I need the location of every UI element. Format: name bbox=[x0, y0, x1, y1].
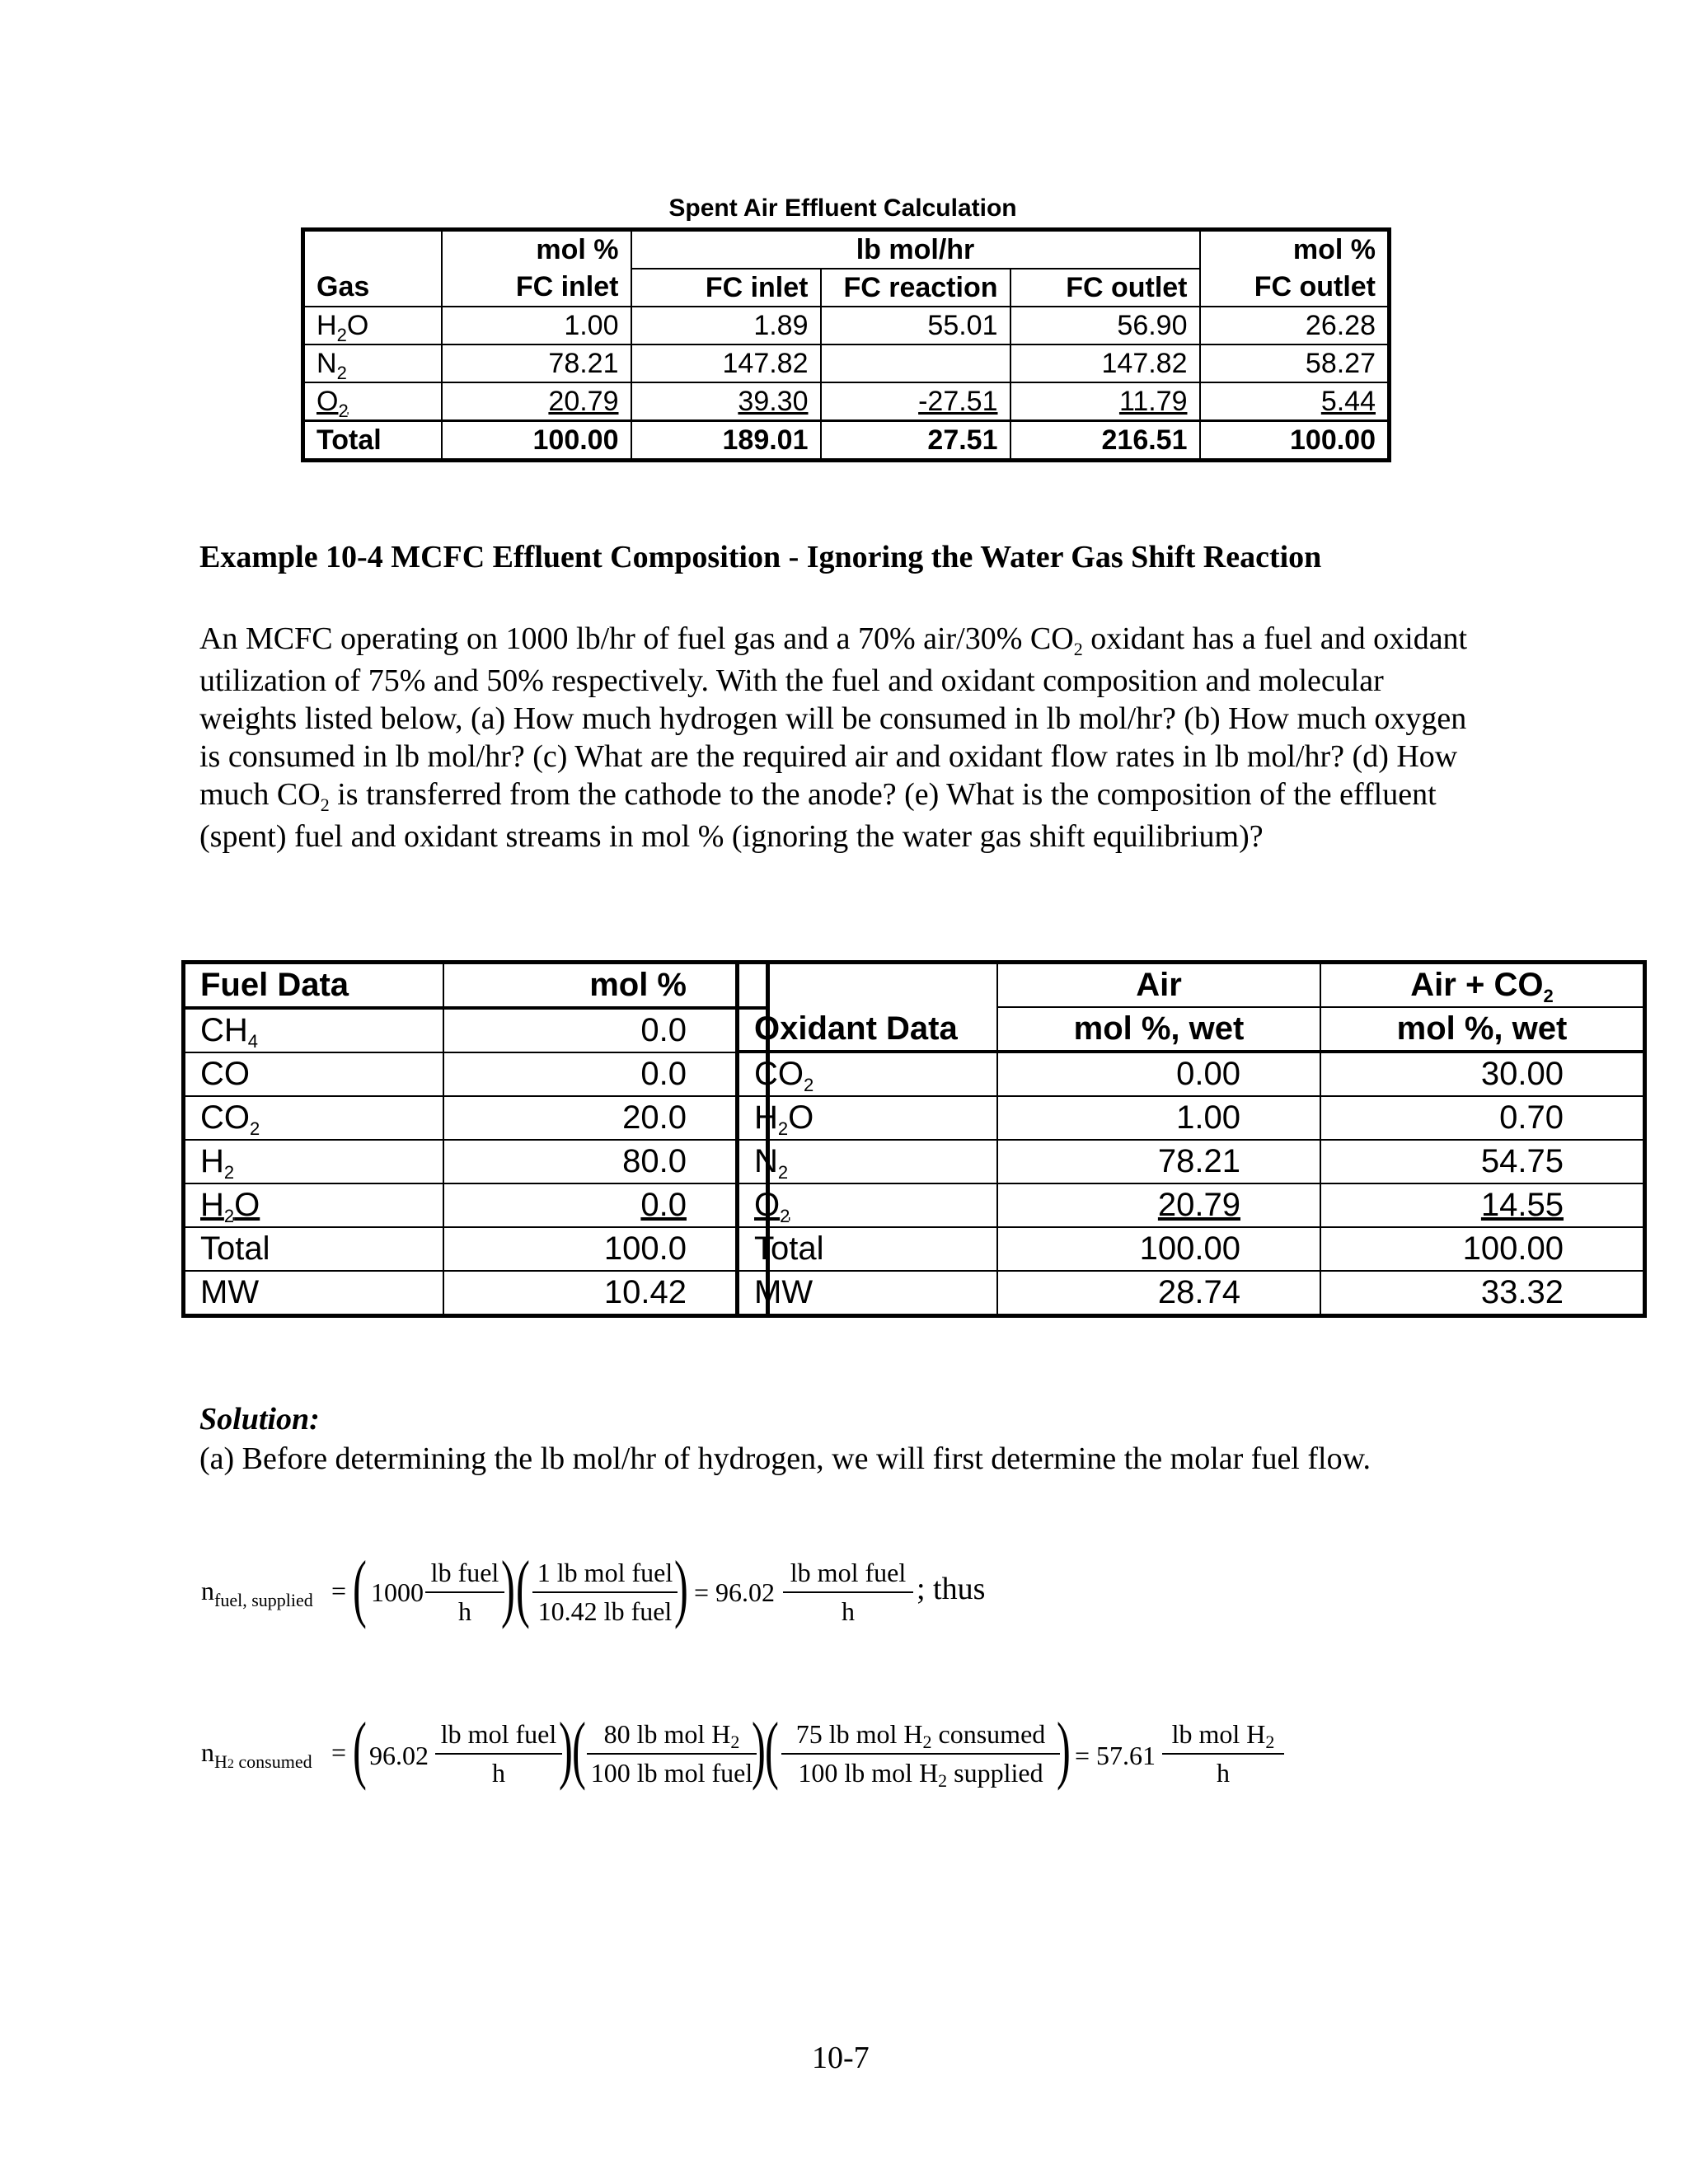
table-cell: 147.82 bbox=[1010, 344, 1200, 382]
table-row bbox=[738, 1007, 1645, 1052]
table-cell: 0.00 bbox=[997, 1052, 1320, 1096]
table-row bbox=[738, 1052, 1645, 1096]
table-row bbox=[184, 1271, 768, 1316]
table-cell: 216.51 bbox=[1010, 421, 1200, 461]
table-row bbox=[184, 1096, 768, 1140]
eq1-paren-close-2: ) bbox=[674, 1545, 688, 1629]
table-cell: 0.0 bbox=[443, 1183, 768, 1227]
table-header-cell: mol % bbox=[1200, 230, 1390, 269]
gas-label: $CO_2$ bbox=[738, 1052, 998, 1096]
table-cell: 189.01 bbox=[631, 421, 821, 461]
table-row bbox=[738, 1140, 1645, 1183]
gas-label: $CH_4$ bbox=[184, 1008, 444, 1052]
table-row bbox=[738, 1096, 1645, 1140]
table-row bbox=[184, 963, 768, 1009]
table-cell: 78.21 bbox=[442, 344, 631, 382]
eq2-equals: = bbox=[331, 1737, 347, 1767]
eq2-result: = 57.61 bbox=[1075, 1741, 1156, 1770]
solution-label: Solution: bbox=[199, 1402, 320, 1436]
spent-air-table-caption: Spent Air Effluent Calculation bbox=[668, 194, 1017, 222]
eq1-coefficient: 1000 bbox=[371, 1577, 424, 1607]
table-header-cell: FC inlet bbox=[631, 269, 821, 307]
table-header-cell: FC outlet bbox=[1010, 269, 1200, 307]
table-cell: 1.00 bbox=[997, 1096, 1320, 1140]
gas-label: MW bbox=[184, 1271, 444, 1316]
gas-label: MW bbox=[738, 1271, 998, 1316]
eq1-result: = 96.02 bbox=[694, 1577, 776, 1607]
eq1-paren-close-1: ) bbox=[501, 1545, 515, 1629]
table-header-cell: mol %, wet bbox=[997, 1007, 1320, 1052]
table-cell: 0.70 bbox=[1320, 1096, 1645, 1140]
solution-part-a: (a) Before determining the lb mol/hr of hydrogen, we will first determine the molar fuel flow. bbox=[199, 1441, 1372, 1476]
table-cell: 147.82 bbox=[631, 344, 821, 382]
table-row bbox=[738, 963, 1645, 1008]
table-cell: 1.00 bbox=[442, 307, 631, 344]
total-label: Total bbox=[303, 421, 442, 461]
table-cell: -27.51 bbox=[821, 382, 1010, 421]
eq2-paren-close-1: ) bbox=[559, 1707, 573, 1791]
eq1-equals: = bbox=[331, 1576, 347, 1605]
oxidant-data-table bbox=[735, 960, 1647, 1318]
problem-statement: An MCFC operating on 1000 lb/hr of fuel gas and a 70% air/30% $CO_2$ oxidant has a fuel and oxidant utilization of 75% and 50% respectively. With the fuel and oxidant composition and molecular weights listed below, (a) How much hydrogen will be consumed in lb mol/hr? (b) How much oxygen is consumed in lb mol/hr? (c) What are the required air and oxidant flow rates in lb mol/hr? (d) How much $CO_2$ is transferred from the cathode to the anode? (e) What is the composition of the effluent (spent) fuel and oxidant streams in mol % (ignoring the water gas shift equilibrium)? bbox=[199, 621, 1468, 854]
eq1-fraction-3: lb mol fuel h bbox=[783, 1558, 913, 1627]
table-cell: 1.89 bbox=[631, 307, 821, 344]
table-row bbox=[303, 344, 1390, 382]
gas-label: $H_2$ bbox=[184, 1140, 444, 1183]
gas-label: $N_2$ bbox=[303, 344, 442, 382]
table-row bbox=[184, 1183, 768, 1227]
table-cell: 54.75 bbox=[1320, 1140, 1645, 1183]
eq1-fraction-1: lb fuel h bbox=[425, 1558, 504, 1627]
table-cell: 11.79 bbox=[1010, 382, 1200, 421]
table-header-cell: FC inlet bbox=[442, 269, 631, 307]
table-cell: 33.32 bbox=[1320, 1271, 1645, 1316]
table-row bbox=[738, 1183, 1645, 1227]
spent-air-table bbox=[301, 227, 1391, 462]
eq1-paren-open-2: ( bbox=[516, 1545, 530, 1629]
table-cell: 100.00 bbox=[1320, 1227, 1645, 1271]
table-cell: 26.28 bbox=[1200, 307, 1390, 344]
eq2-paren-close-3: ) bbox=[1057, 1707, 1071, 1791]
table-cell bbox=[303, 230, 442, 269]
table-header-cell: FC reaction bbox=[821, 269, 1010, 307]
table-cell: 20.79 bbox=[442, 382, 631, 421]
table-row bbox=[184, 1008, 768, 1052]
table-row bbox=[738, 1227, 1645, 1271]
table-cell bbox=[738, 963, 998, 1008]
table-header-cell: mol % bbox=[443, 963, 768, 1009]
table-cell: 10.42 bbox=[443, 1271, 768, 1316]
table-cell: 0.0 bbox=[443, 1052, 768, 1096]
equation-fuel-supplied bbox=[0, 1541, 1688, 1640]
eq2-fraction-1: lb mol fuel h bbox=[435, 1719, 562, 1788]
fuel-data-table bbox=[181, 960, 770, 1318]
table-row bbox=[303, 307, 1390, 344]
gas-label: Total bbox=[184, 1227, 444, 1271]
eq2-fraction-2: 80 lb mol H2 100 lb mol fuel bbox=[587, 1719, 757, 1788]
table-header-cell: FC outlet bbox=[1200, 269, 1390, 307]
table-cell: 55.01 bbox=[821, 307, 1010, 344]
table-cell: 27.51 bbox=[821, 421, 1010, 461]
table-cell: 30.00 bbox=[1320, 1052, 1645, 1096]
table-cell: 58.27 bbox=[1200, 344, 1390, 382]
table-cell: 100.00 bbox=[442, 421, 631, 461]
table-header-cell: mol % bbox=[442, 230, 631, 269]
table-cell: 14.55 bbox=[1320, 1183, 1645, 1227]
gas-label: Total bbox=[738, 1227, 998, 1271]
gas-label: CO bbox=[184, 1052, 444, 1096]
table-row bbox=[184, 1140, 768, 1183]
table-cell: 78.21 bbox=[997, 1140, 1320, 1183]
gas-label: $O_2$ bbox=[303, 382, 442, 421]
table-header-cell: Oxidant Data bbox=[738, 1007, 998, 1052]
table-cell: 5.44 bbox=[1200, 382, 1390, 421]
table-header-cell: mol %, wet bbox=[1320, 1007, 1645, 1052]
gas-label: $O_2$ bbox=[738, 1183, 998, 1227]
eq2-fraction-3: 75 lb mol H2 consumed 100 lb mol H2 supplied bbox=[781, 1719, 1060, 1788]
table-header-cell: Gas bbox=[303, 269, 442, 307]
eq1-fraction-2: 1 lb mol fuel 10.42 lb fuel bbox=[532, 1558, 678, 1627]
table-cell: 100.0 bbox=[443, 1227, 768, 1271]
table-cell: 0.0 bbox=[443, 1008, 768, 1052]
eq1-paren-open-1: ( bbox=[353, 1545, 367, 1629]
gas-label: $H_2O$ bbox=[303, 307, 442, 344]
table-row bbox=[184, 1227, 768, 1271]
table-header-cell: Fuel Data bbox=[184, 963, 444, 1009]
table-row bbox=[303, 382, 1390, 421]
eq2-paren-open-3: ( bbox=[765, 1707, 779, 1791]
table-row bbox=[184, 1052, 768, 1096]
table-header-cell: Air + $CO_2$ bbox=[1320, 963, 1645, 1008]
eq2-fraction-4: lb mol H2 h bbox=[1162, 1719, 1284, 1788]
table-row bbox=[303, 230, 1390, 269]
page-number: 10-7 bbox=[812, 2041, 870, 2075]
gas-label: $H_2O$ bbox=[738, 1096, 998, 1140]
eq2-lhs: $n_{H2 consumed}$ bbox=[201, 1737, 312, 1772]
eq1-lhs: $n_{fuel, supplied}$ bbox=[201, 1576, 313, 1610]
table-cell: 28.74 bbox=[997, 1271, 1320, 1316]
equation-h2-consumed bbox=[0, 1704, 1688, 1803]
eq2-paren-open-2: ( bbox=[572, 1707, 586, 1791]
table-cell: 20.79 bbox=[997, 1183, 1320, 1227]
gas-label: $N_2$ bbox=[738, 1140, 998, 1183]
table-row bbox=[303, 421, 1390, 461]
gas-label: $H_2O$ bbox=[184, 1183, 444, 1227]
table-cell: 39.30 bbox=[631, 382, 821, 421]
table-cell: 100.00 bbox=[997, 1227, 1320, 1271]
table-cell: 56.90 bbox=[1010, 307, 1200, 344]
table-header-cell: Air bbox=[997, 963, 1320, 1008]
table-cell: 80.0 bbox=[443, 1140, 768, 1183]
gas-label: $CO_2$ bbox=[184, 1096, 444, 1140]
eq1-tail: ; thus bbox=[917, 1572, 986, 1606]
eq2-paren-close-2: ) bbox=[752, 1707, 766, 1791]
table-row bbox=[303, 269, 1390, 307]
example-title: Example 10-4 MCFC Effluent Composition - Ignoring the Water Gas Shift Reaction bbox=[199, 540, 1322, 574]
table-cell bbox=[821, 344, 1010, 382]
eq2-paren-open-1: ( bbox=[353, 1707, 367, 1791]
eq2-coefficient: 96.02 bbox=[369, 1741, 429, 1770]
table-header-cell: lb mol/hr bbox=[631, 230, 1200, 269]
table-row bbox=[738, 1271, 1645, 1316]
table-cell: 20.0 bbox=[443, 1096, 768, 1140]
table-cell: 100.00 bbox=[1200, 421, 1390, 461]
